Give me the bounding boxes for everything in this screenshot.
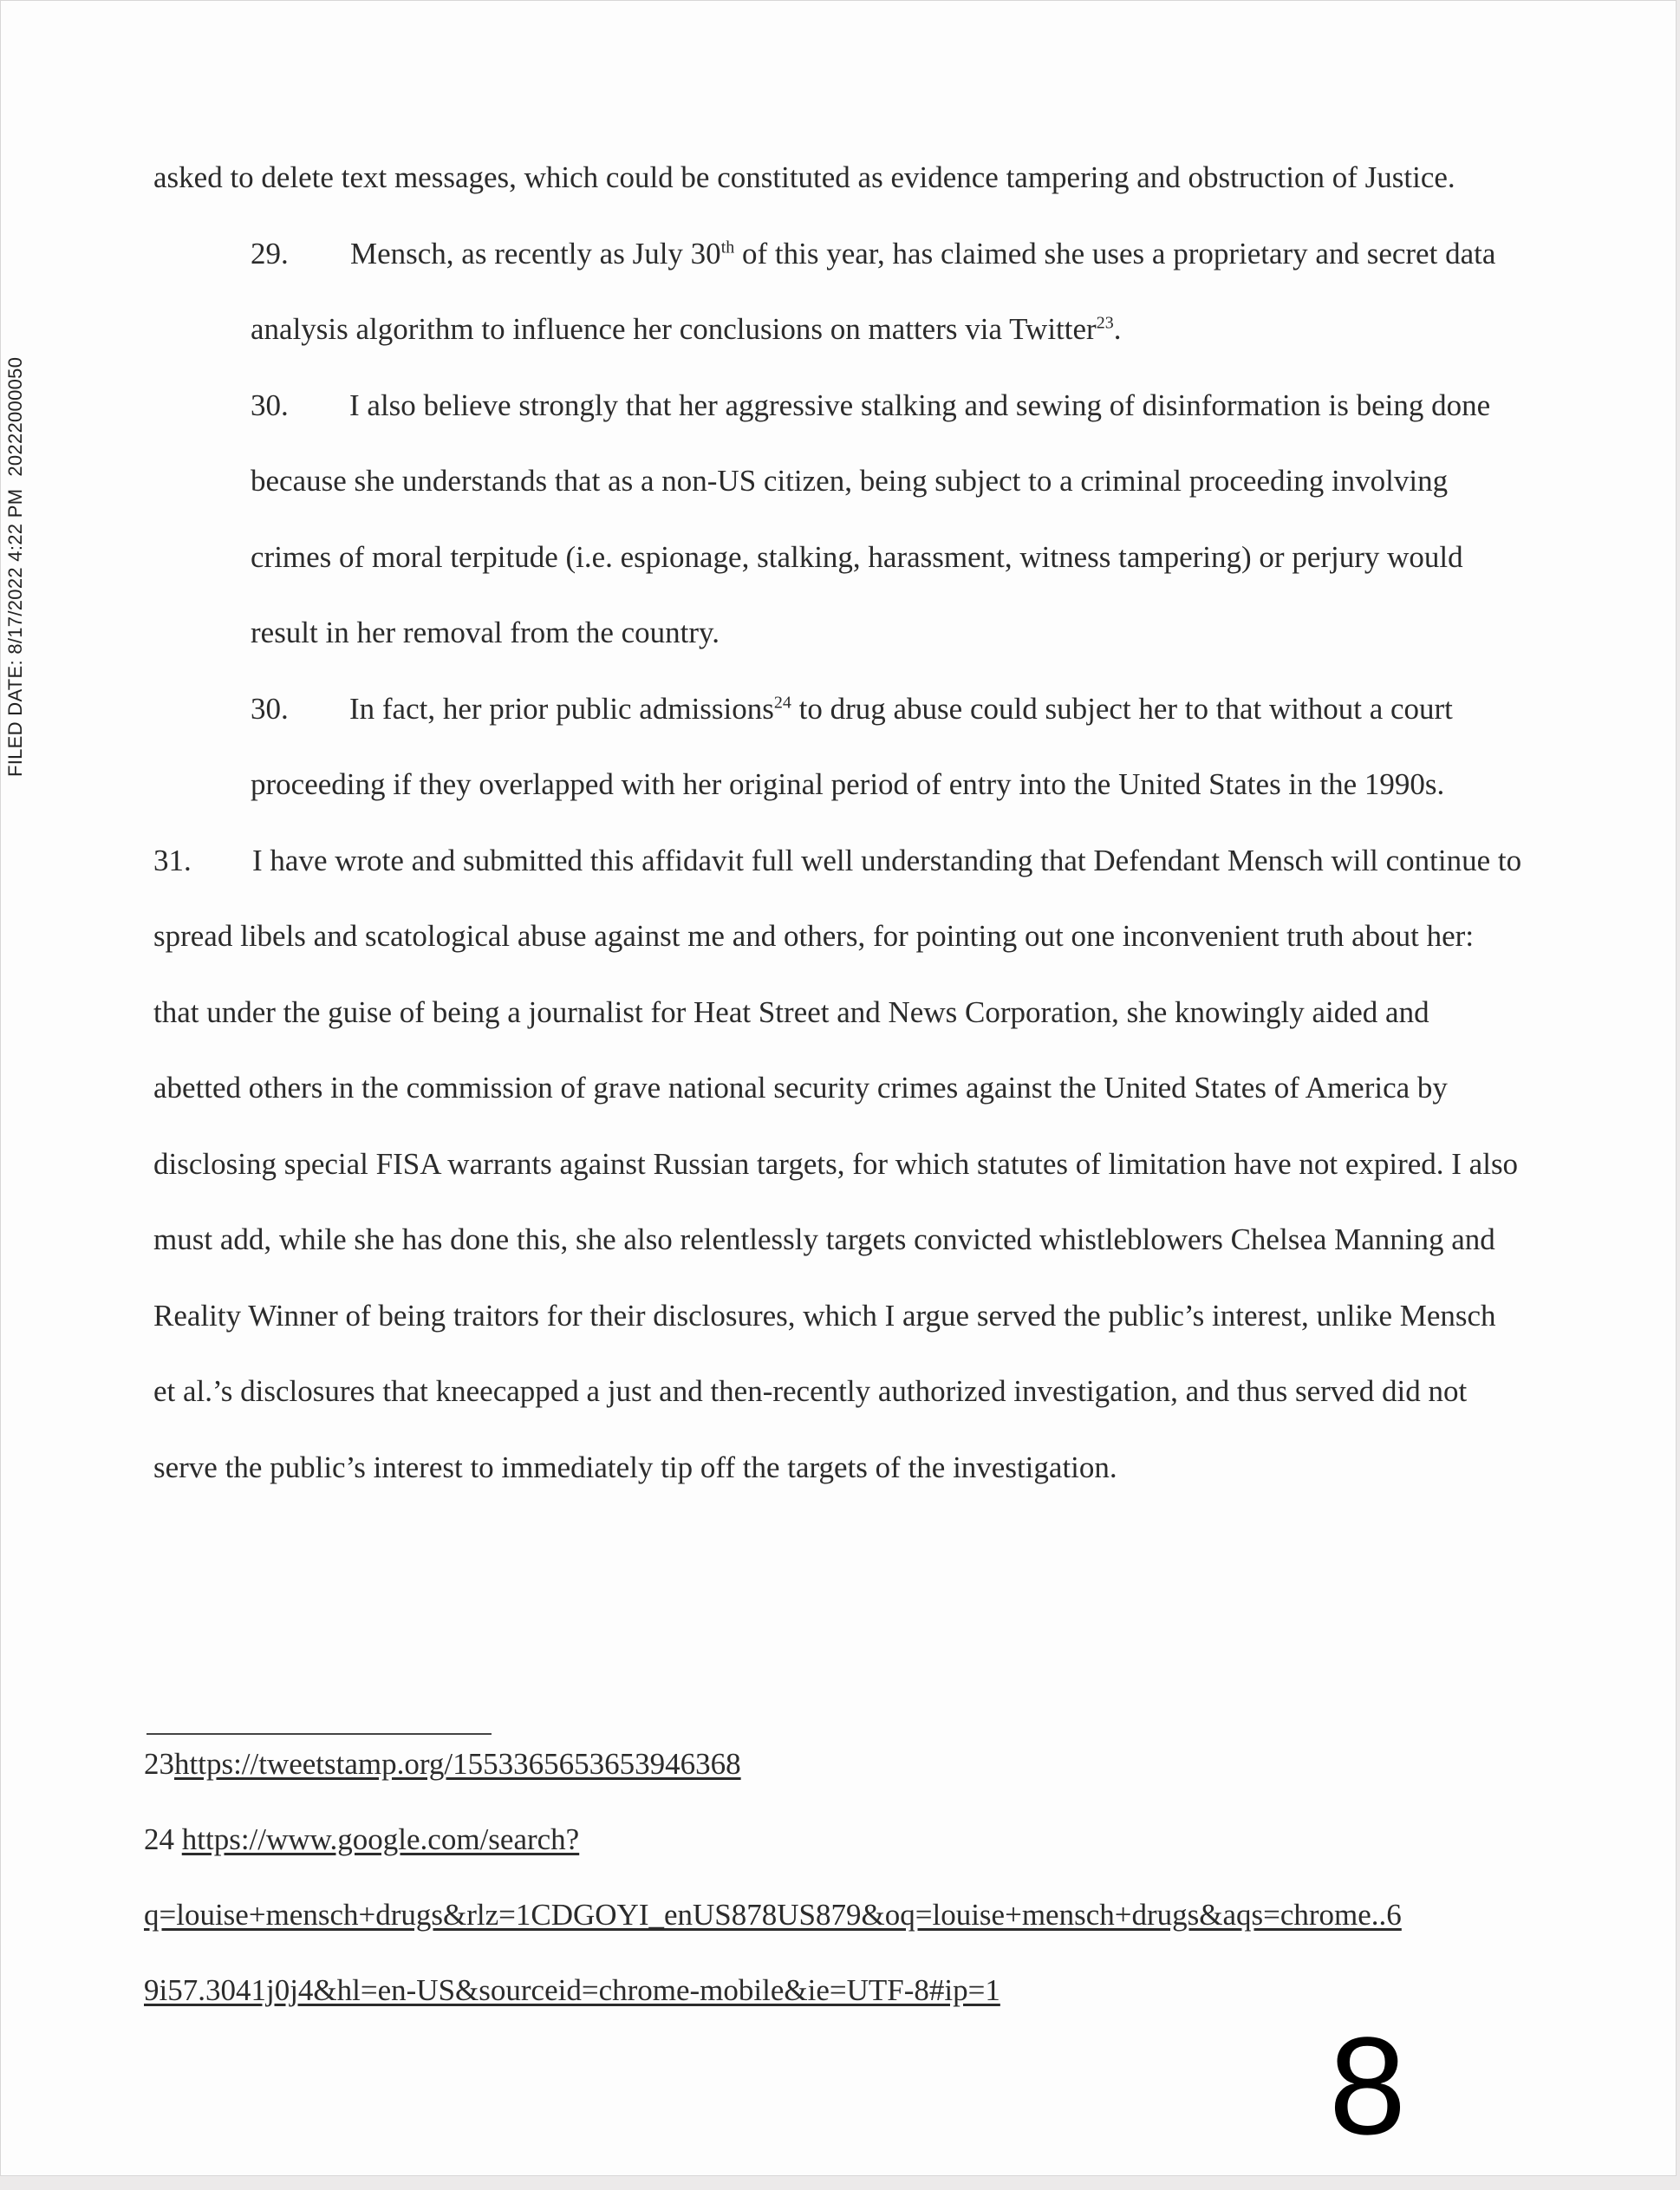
paragraph-continuation: asked to delete text messages, which could be constituted as evidence tampering and obstruction of Justice. [153, 160, 1455, 194]
paragraph-30a [153, 368, 1523, 671]
paragraph-text: In fact, her prior public admissions [349, 691, 774, 726]
footnote-link-24[interactable]: https://www.google.com/search? [181, 1822, 580, 1856]
footnote-marker: 24 [144, 1822, 174, 1856]
footnote-marker: 23 [144, 1747, 174, 1781]
footnote-24-continued [144, 1952, 1531, 2028]
paragraph-31 [153, 823, 1523, 1506]
paragraph-number: 29. [251, 236, 289, 270]
paragraph-text: I have wrote and submitted this affidavit full well understanding that Defendant Mensch will continue to spread libels and scatological abuse against me and others, for pointing out one inconvenient truth about her: that under the guise of being a journalist for Heat Street and News Corporation, she knowingly aided and abetted others in the commission of grave national security crimes against the United States of America by disclosing special FISA warrants against Russian targets, for which statutes of limitation have not expired. I also must add, while she has done this, she also relentlessly targets convicted whistleblowers Chelsea Manning and Reality Winner of being traitors for their disclosures, which I argue served the public’s interest, unlike Mensch et al.’s disclosures that kneecapped a just and then-recently authorized investigation, and thus served did not serve the public’s interest to immediately tip off the targets of the investigation. [153, 843, 1522, 1484]
paragraph-30b [153, 671, 1523, 823]
footnote-ref-23: 23 [1096, 313, 1114, 333]
paragraph-text: I also believe strongly that her aggressive stalking and sewing of disinformation is being done because she understands that as a non-US citizen, being subject to a criminal proceeding involving crimes of moral terpitude (i.e. espionage, stalking, harassment, witness tampering) or perjury would result in her removal from the country. [251, 388, 1491, 649]
page-number: 8 [1329, 2008, 1406, 2163]
paragraph-number: 30. [251, 691, 289, 726]
filed-date-stamp [4, 357, 27, 777]
footnote-24 [144, 1802, 1531, 1877]
ordinal-suffix: th [720, 237, 735, 257]
paragraph-text: to drug abuse could subject her to that without a court proceeding if they overlapped with her original period of entry into the United States in the 1990s. [251, 691, 1453, 801]
paragraph-number: 31. [153, 843, 192, 877]
footnote-link-23[interactable]: https://tweetstamp.org/1553365653653946368 [174, 1747, 741, 1781]
filed-date-text: FILED DATE: 8/17/2022 4:22 PM [4, 488, 26, 777]
case-number-text: 20222000050 [4, 356, 26, 477]
footnote-ref-24: 24 [773, 692, 791, 712]
paragraph-text: Mensch, as recently as July 30 [350, 236, 721, 270]
paragraph-29 [153, 216, 1523, 368]
footnote-24-continued [144, 1877, 1531, 1952]
paragraph-number: 30. [251, 388, 289, 422]
paragraph-text: of this year, has claimed she uses a proprietary and secret data analysis algorithm to influence her conclusions on matters via Twitter [251, 236, 1496, 346]
affidavit-body [153, 140, 1523, 1505]
footnotes [144, 1726, 1531, 2028]
footnote-link-24-line2[interactable]: q=louise+mensch+drugs&rlz=1CDGOYI_enUS878US879&oq=louise+mensch+drugs&aqs=chrome..6 [144, 1898, 1402, 1932]
footnote-link-24-line3[interactable]: 9i57.3041j0j4&hl=en-US&sourceid=chrome-mobile&ie=UTF-8#ip=1 [144, 1973, 1000, 2007]
footnote-23 [144, 1726, 1531, 1802]
paragraph-text: . [1113, 312, 1122, 346]
